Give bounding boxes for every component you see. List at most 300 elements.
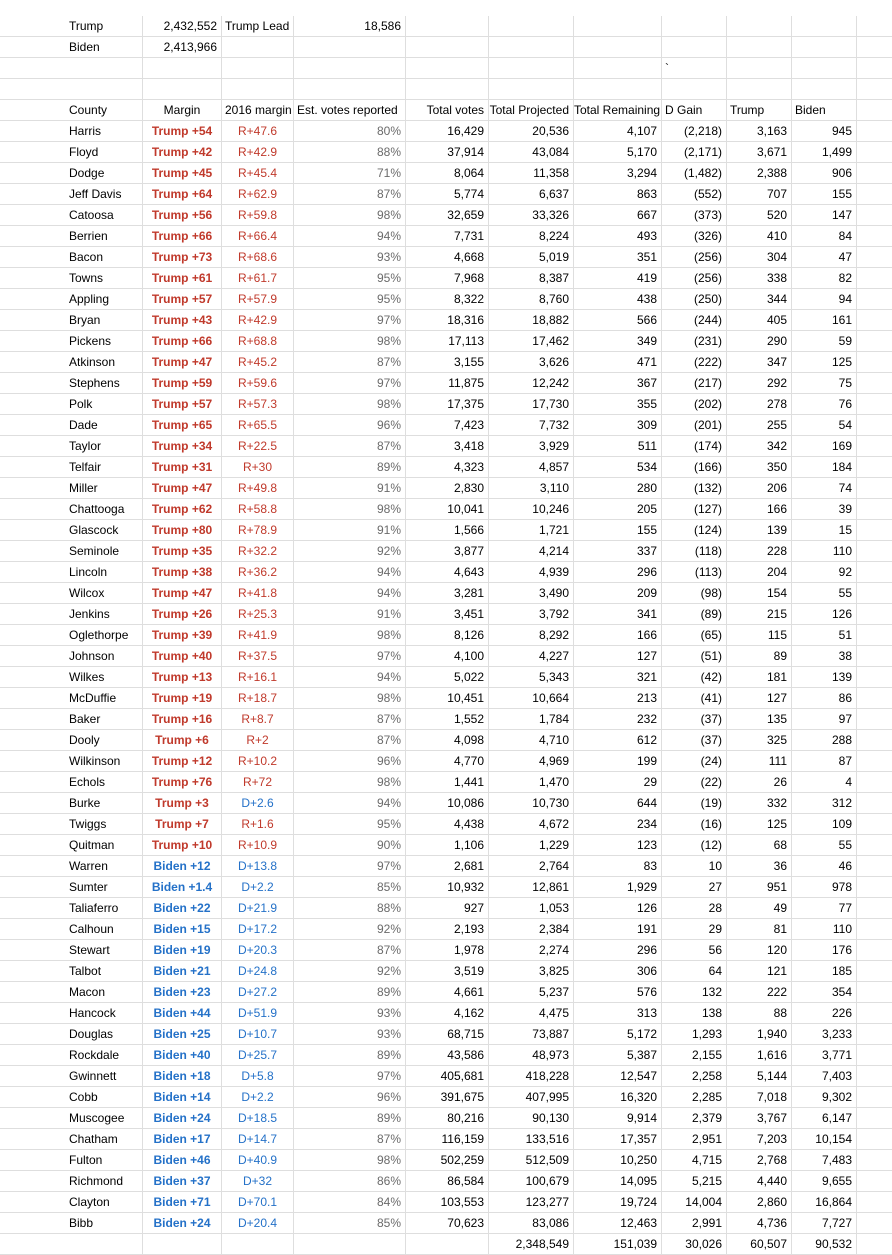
empty-cell[interactable] bbox=[222, 1234, 294, 1254]
total-votes-cell[interactable]: 4,438 bbox=[406, 814, 489, 834]
votes-reported-cell[interactable]: 80% bbox=[294, 121, 406, 141]
margin-cell[interactable]: Biden +23 bbox=[143, 982, 222, 1002]
biden-cell[interactable]: 184 bbox=[792, 457, 857, 477]
total-remaining-cell[interactable]: 191 bbox=[574, 919, 662, 939]
biden-cell[interactable]: 76 bbox=[792, 394, 857, 414]
total-projected-cell[interactable]: 10,246 bbox=[489, 499, 574, 519]
margin-cell[interactable]: Trump +61 bbox=[143, 268, 222, 288]
margin-cell[interactable]: Trump +47 bbox=[143, 352, 222, 372]
total-votes-cell[interactable]: 70,623 bbox=[406, 1213, 489, 1233]
margin-cell[interactable]: Trump +64 bbox=[143, 184, 222, 204]
total-votes-cell[interactable]: 11,875 bbox=[406, 373, 489, 393]
votes-reported-cell[interactable]: 97% bbox=[294, 856, 406, 876]
votes-reported-cell[interactable]: 95% bbox=[294, 268, 406, 288]
county-cell[interactable]: Bibb bbox=[66, 1213, 143, 1233]
trump-cell[interactable]: 2,860 bbox=[727, 1192, 792, 1212]
margin-2016-cell[interactable]: R+8.7 bbox=[222, 709, 294, 729]
votes-reported-cell[interactable]: 98% bbox=[294, 688, 406, 708]
total-votes-cell[interactable]: 3,281 bbox=[406, 583, 489, 603]
empty-cell[interactable] bbox=[406, 37, 489, 57]
biden-cell[interactable]: 3,771 bbox=[792, 1045, 857, 1065]
empty-cell[interactable] bbox=[574, 37, 662, 57]
votes-reported-cell[interactable]: 98% bbox=[294, 331, 406, 351]
county-cell[interactable]: Towns bbox=[66, 268, 143, 288]
margin-cell[interactable]: Biden +1.4 bbox=[143, 877, 222, 897]
trump-cell[interactable]: 36 bbox=[727, 856, 792, 876]
county-cell[interactable]: Pickens bbox=[66, 331, 143, 351]
biden-cell[interactable]: 82 bbox=[792, 268, 857, 288]
county-cell[interactable]: Hancock bbox=[66, 1003, 143, 1023]
empty-cell[interactable] bbox=[489, 58, 574, 78]
total-votes-cell[interactable]: 10,932 bbox=[406, 877, 489, 897]
empty-cell[interactable] bbox=[662, 37, 727, 57]
votes-reported-cell[interactable]: 88% bbox=[294, 142, 406, 162]
total-votes-cell[interactable]: 8,322 bbox=[406, 289, 489, 309]
county-cell[interactable]: Wilcox bbox=[66, 583, 143, 603]
trump-cell[interactable]: 1,616 bbox=[727, 1045, 792, 1065]
empty-cell[interactable] bbox=[727, 16, 792, 36]
margin-cell[interactable]: Trump +31 bbox=[143, 457, 222, 477]
trump-cell[interactable]: 4,440 bbox=[727, 1171, 792, 1191]
empty-cell[interactable] bbox=[66, 79, 143, 99]
total-biden[interactable]: 90,532 bbox=[792, 1234, 857, 1254]
total-projected-cell[interactable]: 90,130 bbox=[489, 1108, 574, 1128]
county-cell[interactable]: Wilkes bbox=[66, 667, 143, 687]
total-votes-cell[interactable]: 4,323 bbox=[406, 457, 489, 477]
votes-reported-cell[interactable]: 91% bbox=[294, 478, 406, 498]
votes-reported-cell[interactable]: 85% bbox=[294, 877, 406, 897]
margin-cell[interactable]: Trump +80 bbox=[143, 520, 222, 540]
d-gain-cell[interactable]: (326) bbox=[662, 226, 727, 246]
d-gain-cell[interactable]: 27 bbox=[662, 877, 727, 897]
biden-cell[interactable]: 9,302 bbox=[792, 1087, 857, 1107]
trump-total-label[interactable]: Trump bbox=[66, 16, 143, 36]
trump-cell[interactable]: 2,768 bbox=[727, 1150, 792, 1170]
total-votes-cell[interactable]: 502,259 bbox=[406, 1150, 489, 1170]
total-projected-cell[interactable]: 17,462 bbox=[489, 331, 574, 351]
empty-cell[interactable] bbox=[792, 16, 857, 36]
county-cell[interactable]: Taylor bbox=[66, 436, 143, 456]
total-projected-cell[interactable]: 4,475 bbox=[489, 1003, 574, 1023]
county-cell[interactable]: Macon bbox=[66, 982, 143, 1002]
biden-cell[interactable]: 110 bbox=[792, 541, 857, 561]
votes-reported-cell[interactable]: 96% bbox=[294, 1087, 406, 1107]
biden-cell[interactable]: 978 bbox=[792, 877, 857, 897]
margin-2016-cell[interactable]: R+61.7 bbox=[222, 268, 294, 288]
d-gain-cell[interactable]: 5,215 bbox=[662, 1171, 727, 1191]
d-gain-cell[interactable]: (16) bbox=[662, 814, 727, 834]
total-remaining-cell[interactable]: 3,294 bbox=[574, 163, 662, 183]
total-remaining-cell[interactable]: 4,107 bbox=[574, 121, 662, 141]
total-remaining-cell[interactable]: 493 bbox=[574, 226, 662, 246]
d-gain-cell[interactable]: (127) bbox=[662, 499, 727, 519]
total-projected-cell[interactable]: 512,509 bbox=[489, 1150, 574, 1170]
trump-total-value[interactable]: 2,432,552 bbox=[143, 16, 222, 36]
total-projected-cell[interactable]: 10,730 bbox=[489, 793, 574, 813]
total-projected-cell[interactable]: 3,490 bbox=[489, 583, 574, 603]
total-votes-cell[interactable]: 927 bbox=[406, 898, 489, 918]
biden-cell[interactable]: 147 bbox=[792, 205, 857, 225]
votes-reported-cell[interactable]: 98% bbox=[294, 394, 406, 414]
d-gain-cell[interactable]: (166) bbox=[662, 457, 727, 477]
trump-cell[interactable]: 2,388 bbox=[727, 163, 792, 183]
total-projected-cell[interactable]: 407,995 bbox=[489, 1087, 574, 1107]
total-projected-cell[interactable]: 20,536 bbox=[489, 121, 574, 141]
county-cell[interactable]: Rockdale bbox=[66, 1045, 143, 1065]
county-cell[interactable]: Seminole bbox=[66, 541, 143, 561]
votes-reported-cell[interactable]: 87% bbox=[294, 730, 406, 750]
total-remaining-cell[interactable]: 367 bbox=[574, 373, 662, 393]
county-cell[interactable]: Miller bbox=[66, 478, 143, 498]
margin-2016-cell[interactable]: R+58.8 bbox=[222, 499, 294, 519]
d-gain-cell[interactable]: (250) bbox=[662, 289, 727, 309]
county-cell[interactable]: Talbot bbox=[66, 961, 143, 981]
empty-cell[interactable] bbox=[727, 58, 792, 78]
d-gain-cell[interactable]: 29 bbox=[662, 919, 727, 939]
d-gain-cell[interactable]: (124) bbox=[662, 520, 727, 540]
votes-reported-cell[interactable]: 94% bbox=[294, 583, 406, 603]
margin-2016-cell[interactable]: D+24.8 bbox=[222, 961, 294, 981]
margin-2016-cell[interactable]: R+45.2 bbox=[222, 352, 294, 372]
total-remaining-cell[interactable]: 14,095 bbox=[574, 1171, 662, 1191]
d-gain-cell[interactable]: (201) bbox=[662, 415, 727, 435]
empty-cell[interactable] bbox=[406, 58, 489, 78]
margin-2016-cell[interactable]: D+27.2 bbox=[222, 982, 294, 1002]
d-gain-cell[interactable]: 14,004 bbox=[662, 1192, 727, 1212]
trump-cell[interactable]: 166 bbox=[727, 499, 792, 519]
biden-cell[interactable]: 906 bbox=[792, 163, 857, 183]
total-trump[interactable]: 60,507 bbox=[727, 1234, 792, 1254]
total-votes-cell[interactable]: 32,659 bbox=[406, 205, 489, 225]
total-projected-cell[interactable]: 133,516 bbox=[489, 1129, 574, 1149]
total-votes-cell[interactable]: 37,914 bbox=[406, 142, 489, 162]
d-gain-cell[interactable]: (113) bbox=[662, 562, 727, 582]
margin-2016-cell[interactable]: R+72 bbox=[222, 772, 294, 792]
trump-cell[interactable]: 3,163 bbox=[727, 121, 792, 141]
trump-cell[interactable]: 4,736 bbox=[727, 1213, 792, 1233]
header-trump[interactable]: Trump bbox=[727, 100, 792, 120]
biden-cell[interactable]: 87 bbox=[792, 751, 857, 771]
margin-2016-cell[interactable]: D+5.8 bbox=[222, 1066, 294, 1086]
county-cell[interactable]: Dodge bbox=[66, 163, 143, 183]
margin-cell[interactable]: Trump +34 bbox=[143, 436, 222, 456]
county-cell[interactable]: Lincoln bbox=[66, 562, 143, 582]
total-total-projected[interactable]: 2,348,549 bbox=[489, 1234, 574, 1254]
total-remaining-cell[interactable]: 5,387 bbox=[574, 1045, 662, 1065]
total-votes-cell[interactable]: 1,566 bbox=[406, 520, 489, 540]
d-gain-cell[interactable]: (37) bbox=[662, 730, 727, 750]
votes-reported-cell[interactable]: 90% bbox=[294, 835, 406, 855]
votes-reported-cell[interactable]: 94% bbox=[294, 667, 406, 687]
margin-2016-cell[interactable]: D+51.9 bbox=[222, 1003, 294, 1023]
votes-reported-cell[interactable]: 89% bbox=[294, 457, 406, 477]
margin-2016-cell[interactable]: D+20.4 bbox=[222, 1213, 294, 1233]
empty-cell[interactable] bbox=[294, 79, 406, 99]
biden-cell[interactable]: 59 bbox=[792, 331, 857, 351]
total-d-gain[interactable]: 30,026 bbox=[662, 1234, 727, 1254]
total-votes-cell[interactable]: 10,041 bbox=[406, 499, 489, 519]
empty-cell[interactable] bbox=[574, 79, 662, 99]
total-remaining-cell[interactable]: 566 bbox=[574, 310, 662, 330]
d-gain-cell[interactable]: (24) bbox=[662, 751, 727, 771]
total-projected-cell[interactable]: 4,710 bbox=[489, 730, 574, 750]
empty-cell[interactable] bbox=[294, 58, 406, 78]
votes-reported-cell[interactable]: 94% bbox=[294, 562, 406, 582]
margin-cell[interactable]: Biden +37 bbox=[143, 1171, 222, 1191]
total-projected-cell[interactable]: 33,326 bbox=[489, 205, 574, 225]
margin-2016-cell[interactable]: D+13.8 bbox=[222, 856, 294, 876]
total-remaining-cell[interactable]: 205 bbox=[574, 499, 662, 519]
d-gain-cell[interactable]: 1,293 bbox=[662, 1024, 727, 1044]
total-remaining-cell[interactable]: 29 bbox=[574, 772, 662, 792]
empty-cell[interactable] bbox=[662, 16, 727, 36]
header-biden[interactable]: Biden bbox=[792, 100, 857, 120]
margin-2016-cell[interactable]: R+42.9 bbox=[222, 310, 294, 330]
county-cell[interactable]: Sumter bbox=[66, 877, 143, 897]
margin-cell[interactable]: Trump +39 bbox=[143, 625, 222, 645]
margin-cell[interactable]: Trump +12 bbox=[143, 751, 222, 771]
margin-2016-cell[interactable]: D+2.2 bbox=[222, 1087, 294, 1107]
total-remaining-cell[interactable]: 209 bbox=[574, 583, 662, 603]
total-remaining-cell[interactable]: 296 bbox=[574, 562, 662, 582]
trump-cell[interactable]: 68 bbox=[727, 835, 792, 855]
votes-reported-cell[interactable]: 87% bbox=[294, 709, 406, 729]
margin-cell[interactable]: Trump +35 bbox=[143, 541, 222, 561]
d-gain-cell[interactable]: 64 bbox=[662, 961, 727, 981]
total-projected-cell[interactable]: 18,882 bbox=[489, 310, 574, 330]
county-cell[interactable]: Burke bbox=[66, 793, 143, 813]
margin-2016-cell[interactable]: D+2.2 bbox=[222, 877, 294, 897]
total-votes-cell[interactable]: 4,162 bbox=[406, 1003, 489, 1023]
total-projected-cell[interactable]: 3,792 bbox=[489, 604, 574, 624]
votes-reported-cell[interactable]: 93% bbox=[294, 1024, 406, 1044]
margin-cell[interactable]: Trump +47 bbox=[143, 583, 222, 603]
d-gain-cell[interactable]: (2,171) bbox=[662, 142, 727, 162]
trump-cell[interactable]: 89 bbox=[727, 646, 792, 666]
trump-cell[interactable]: 135 bbox=[727, 709, 792, 729]
votes-reported-cell[interactable]: 97% bbox=[294, 646, 406, 666]
total-projected-cell[interactable]: 6,637 bbox=[489, 184, 574, 204]
d-gain-cell[interactable]: 138 bbox=[662, 1003, 727, 1023]
header-d-gain[interactable]: D Gain bbox=[662, 100, 727, 120]
margin-cell[interactable]: Trump +56 bbox=[143, 205, 222, 225]
biden-cell[interactable]: 92 bbox=[792, 562, 857, 582]
biden-cell[interactable]: 1,499 bbox=[792, 142, 857, 162]
empty-cell[interactable] bbox=[294, 1234, 406, 1254]
margin-2016-cell[interactable]: D+32 bbox=[222, 1171, 294, 1191]
margin-2016-cell[interactable]: R+37.5 bbox=[222, 646, 294, 666]
margin-2016-cell[interactable]: D+21.9 bbox=[222, 898, 294, 918]
margin-cell[interactable]: Trump +65 bbox=[143, 415, 222, 435]
votes-reported-cell[interactable]: 89% bbox=[294, 1045, 406, 1065]
d-gain-cell[interactable]: 2,258 bbox=[662, 1066, 727, 1086]
margin-cell[interactable]: Trump +45 bbox=[143, 163, 222, 183]
total-remaining-cell[interactable]: 199 bbox=[574, 751, 662, 771]
margin-cell[interactable]: Trump +76 bbox=[143, 772, 222, 792]
trump-cell[interactable]: 255 bbox=[727, 415, 792, 435]
total-votes-cell[interactable]: 116,159 bbox=[406, 1129, 489, 1149]
total-votes-cell[interactable]: 3,155 bbox=[406, 352, 489, 372]
margin-2016-cell[interactable]: R+68.6 bbox=[222, 247, 294, 267]
d-gain-cell[interactable]: 2,285 bbox=[662, 1087, 727, 1107]
biden-cell[interactable]: 39 bbox=[792, 499, 857, 519]
margin-cell[interactable]: Trump +26 bbox=[143, 604, 222, 624]
empty-cell[interactable] bbox=[143, 1234, 222, 1254]
margin-2016-cell[interactable]: R+41.9 bbox=[222, 625, 294, 645]
votes-reported-cell[interactable]: 92% bbox=[294, 961, 406, 981]
total-total-remaining[interactable]: 151,039 bbox=[574, 1234, 662, 1254]
trump-cell[interactable]: 120 bbox=[727, 940, 792, 960]
margin-cell[interactable]: Biden +15 bbox=[143, 919, 222, 939]
margin-2016-cell[interactable]: D+70.1 bbox=[222, 1192, 294, 1212]
trump-cell[interactable]: 410 bbox=[727, 226, 792, 246]
county-cell[interactable]: Floyd bbox=[66, 142, 143, 162]
biden-cell[interactable]: 51 bbox=[792, 625, 857, 645]
empty-cell[interactable] bbox=[727, 79, 792, 99]
county-cell[interactable]: Wilkinson bbox=[66, 751, 143, 771]
trump-cell[interactable]: 81 bbox=[727, 919, 792, 939]
total-projected-cell[interactable]: 3,110 bbox=[489, 478, 574, 498]
biden-cell[interactable]: 126 bbox=[792, 604, 857, 624]
total-projected-cell[interactable]: 4,214 bbox=[489, 541, 574, 561]
trump-cell[interactable]: 951 bbox=[727, 877, 792, 897]
margin-2016-cell[interactable]: R+2 bbox=[222, 730, 294, 750]
county-cell[interactable]: Twiggs bbox=[66, 814, 143, 834]
total-votes-cell[interactable]: 4,643 bbox=[406, 562, 489, 582]
d-gain-cell[interactable]: (231) bbox=[662, 331, 727, 351]
margin-2016-cell[interactable]: D+20.3 bbox=[222, 940, 294, 960]
county-cell[interactable]: Telfair bbox=[66, 457, 143, 477]
margin-2016-cell[interactable]: R+78.9 bbox=[222, 520, 294, 540]
votes-reported-cell[interactable]: 97% bbox=[294, 1066, 406, 1086]
county-cell[interactable]: Harris bbox=[66, 121, 143, 141]
empty-cell[interactable] bbox=[489, 79, 574, 99]
total-projected-cell[interactable]: 11,358 bbox=[489, 163, 574, 183]
trump-cell[interactable]: 215 bbox=[727, 604, 792, 624]
margin-cell[interactable]: Biden +21 bbox=[143, 961, 222, 981]
total-projected-cell[interactable]: 1,470 bbox=[489, 772, 574, 792]
total-votes-cell[interactable]: 3,877 bbox=[406, 541, 489, 561]
trump-cell[interactable]: 125 bbox=[727, 814, 792, 834]
total-remaining-cell[interactable]: 438 bbox=[574, 289, 662, 309]
votes-reported-cell[interactable]: 98% bbox=[294, 772, 406, 792]
county-cell[interactable]: Chatham bbox=[66, 1129, 143, 1149]
total-votes-cell[interactable]: 8,064 bbox=[406, 163, 489, 183]
trump-cell[interactable]: 332 bbox=[727, 793, 792, 813]
biden-cell[interactable]: 125 bbox=[792, 352, 857, 372]
total-remaining-cell[interactable]: 12,463 bbox=[574, 1213, 662, 1233]
total-projected-cell[interactable]: 4,672 bbox=[489, 814, 574, 834]
total-votes-cell[interactable]: 1,552 bbox=[406, 709, 489, 729]
margin-2016-cell[interactable]: R+18.7 bbox=[222, 688, 294, 708]
empty-cell[interactable] bbox=[406, 79, 489, 99]
header-total-votes[interactable]: Total votes bbox=[406, 100, 489, 120]
empty-cell[interactable] bbox=[489, 16, 574, 36]
county-cell[interactable]: Calhoun bbox=[66, 919, 143, 939]
total-projected-cell[interactable]: 3,825 bbox=[489, 961, 574, 981]
biden-cell[interactable]: 38 bbox=[792, 646, 857, 666]
margin-cell[interactable]: Trump +13 bbox=[143, 667, 222, 687]
empty-cell[interactable] bbox=[727, 37, 792, 57]
empty-cell[interactable] bbox=[66, 1234, 143, 1254]
margin-cell[interactable]: Biden +24 bbox=[143, 1108, 222, 1128]
biden-cell[interactable]: 9,655 bbox=[792, 1171, 857, 1191]
total-votes-cell[interactable]: 7,968 bbox=[406, 268, 489, 288]
header-margin-2016[interactable]: 2016 margin bbox=[222, 100, 294, 120]
total-projected-cell[interactable]: 123,277 bbox=[489, 1192, 574, 1212]
county-cell[interactable]: Richmond bbox=[66, 1171, 143, 1191]
d-gain-cell[interactable]: (89) bbox=[662, 604, 727, 624]
margin-2016-cell[interactable]: R+36.2 bbox=[222, 562, 294, 582]
county-cell[interactable]: Berrien bbox=[66, 226, 143, 246]
biden-cell[interactable]: 7,403 bbox=[792, 1066, 857, 1086]
biden-cell[interactable]: 75 bbox=[792, 373, 857, 393]
header-votes-reported[interactable]: Est. votes reported bbox=[294, 100, 406, 120]
votes-reported-cell[interactable]: 87% bbox=[294, 352, 406, 372]
total-votes-cell[interactable]: 2,830 bbox=[406, 478, 489, 498]
margin-cell[interactable]: Biden +19 bbox=[143, 940, 222, 960]
biden-cell[interactable]: 77 bbox=[792, 898, 857, 918]
margin-2016-cell[interactable]: R+47.6 bbox=[222, 121, 294, 141]
total-votes-cell[interactable]: 405,681 bbox=[406, 1066, 489, 1086]
d-gain-cell[interactable]: (256) bbox=[662, 268, 727, 288]
d-gain-cell[interactable]: (222) bbox=[662, 352, 727, 372]
trump-cell[interactable]: 26 bbox=[727, 772, 792, 792]
votes-reported-cell[interactable]: 89% bbox=[294, 1108, 406, 1128]
header-total-remaining[interactable]: Total Remaining bbox=[574, 100, 662, 120]
margin-cell[interactable]: Trump +73 bbox=[143, 247, 222, 267]
trump-cell[interactable]: 204 bbox=[727, 562, 792, 582]
margin-cell[interactable]: Biden +12 bbox=[143, 856, 222, 876]
total-votes-cell[interactable]: 5,774 bbox=[406, 184, 489, 204]
total-projected-cell[interactable]: 10,664 bbox=[489, 688, 574, 708]
margin-2016-cell[interactable]: D+18.5 bbox=[222, 1108, 294, 1128]
votes-reported-cell[interactable]: 96% bbox=[294, 751, 406, 771]
votes-reported-cell[interactable]: 98% bbox=[294, 625, 406, 645]
margin-cell[interactable]: Trump +40 bbox=[143, 646, 222, 666]
margin-2016-cell[interactable]: R+57.3 bbox=[222, 394, 294, 414]
empty-cell[interactable] bbox=[294, 37, 406, 57]
d-gain-cell[interactable]: 2,991 bbox=[662, 1213, 727, 1233]
empty-cell[interactable] bbox=[662, 79, 727, 99]
total-remaining-cell[interactable]: 419 bbox=[574, 268, 662, 288]
total-projected-cell[interactable]: 1,721 bbox=[489, 520, 574, 540]
margin-cell[interactable]: Biden +40 bbox=[143, 1045, 222, 1065]
county-cell[interactable]: Baker bbox=[66, 709, 143, 729]
margin-2016-cell[interactable]: R+16.1 bbox=[222, 667, 294, 687]
total-remaining-cell[interactable]: 1,929 bbox=[574, 877, 662, 897]
total-votes-cell[interactable]: 18,316 bbox=[406, 310, 489, 330]
total-projected-cell[interactable]: 4,939 bbox=[489, 562, 574, 582]
total-votes-cell[interactable]: 10,451 bbox=[406, 688, 489, 708]
margin-2016-cell[interactable]: R+32.2 bbox=[222, 541, 294, 561]
total-remaining-cell[interactable]: 155 bbox=[574, 520, 662, 540]
header-total-projected[interactable]: Total Projected bbox=[489, 100, 574, 120]
trump-cell[interactable]: 49 bbox=[727, 898, 792, 918]
county-cell[interactable]: Dooly bbox=[66, 730, 143, 750]
d-gain-cell[interactable]: (51) bbox=[662, 646, 727, 666]
biden-cell[interactable]: 16,864 bbox=[792, 1192, 857, 1212]
margin-2016-cell[interactable]: D+2.6 bbox=[222, 793, 294, 813]
biden-total-value[interactable]: 2,413,966 bbox=[143, 37, 222, 57]
margin-2016-cell[interactable]: D+10.7 bbox=[222, 1024, 294, 1044]
votes-reported-cell[interactable]: 94% bbox=[294, 793, 406, 813]
votes-reported-cell[interactable]: 92% bbox=[294, 919, 406, 939]
total-remaining-cell[interactable]: 667 bbox=[574, 205, 662, 225]
county-cell[interactable]: Stewart bbox=[66, 940, 143, 960]
d-gain-cell[interactable]: 4,715 bbox=[662, 1150, 727, 1170]
total-votes-cell[interactable]: 103,553 bbox=[406, 1192, 489, 1212]
